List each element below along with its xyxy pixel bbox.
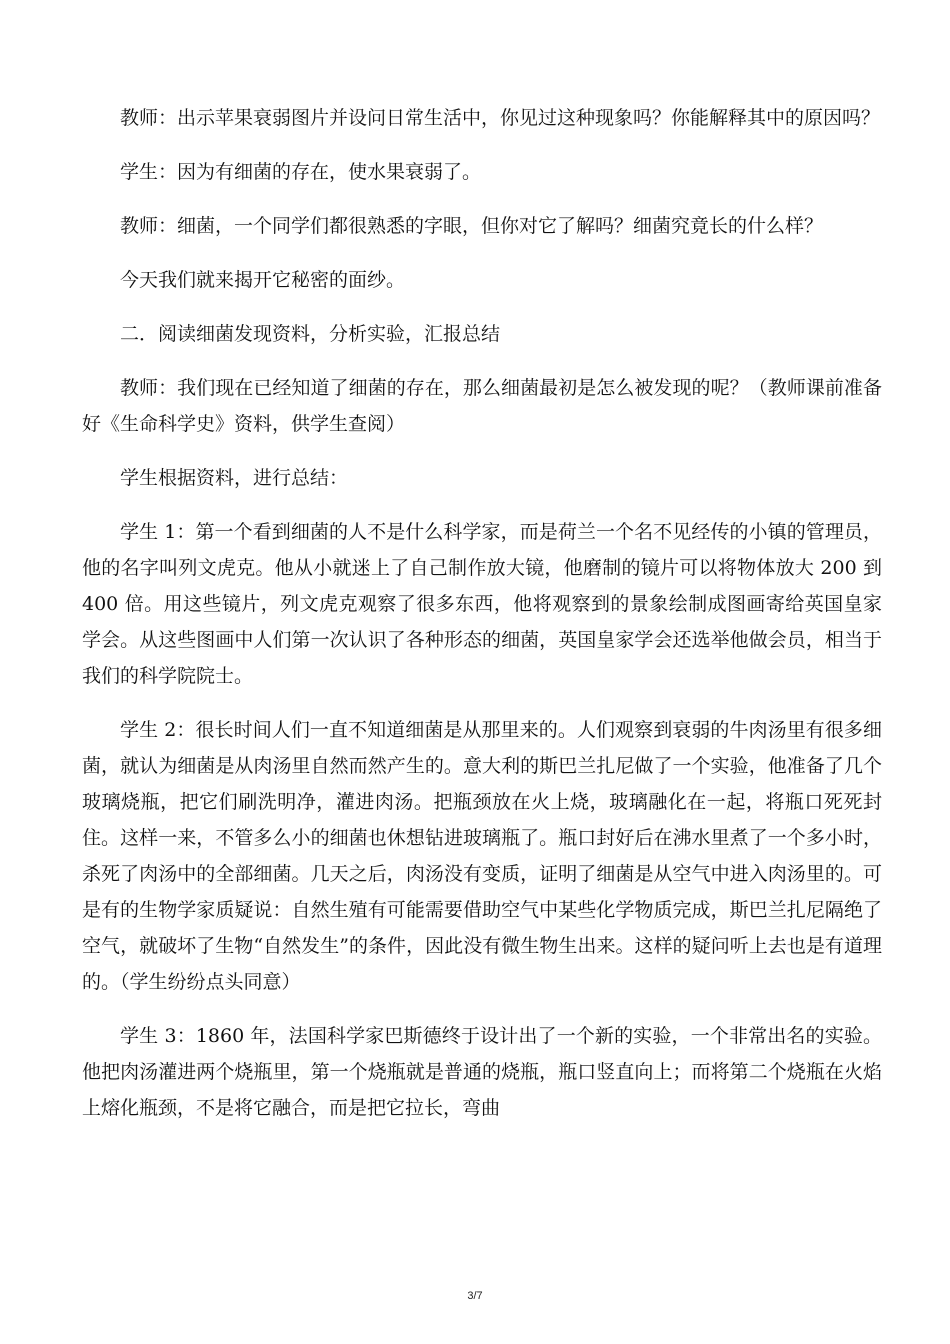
paragraph-teacher-question-apple: 教师：出示苹果衰弱图片并设问日常生活中，你见过这种现象吗？你能解释其中的原因吗？ bbox=[120, 107, 881, 129]
document-body bbox=[82, 100, 882, 1142]
paragraph-student-answer: 学生：因为有细菌的存在，使水果衰弱了。 bbox=[120, 161, 482, 183]
paragraph-student-3: 学生 3：1860 年，法国科学家巴斯德终于设计出了一个新的实验，一个非常出名的实验。他把肉汤灌进两个烧瓶里，第一个烧瓶就是普通的烧瓶，瓶口竖直向上；而将第二个烧瓶在火焰上熔化瓶颈，不是将它融合，而是把它拉长，弯曲 bbox=[82, 1025, 882, 1119]
paragraph-student-summary-intro: 学生根据资料，进行总结： bbox=[120, 467, 349, 489]
paragraph-student-1: 学生 1：第一个看到细菌的人不是什么科学家，而是荷兰一个名不见经传的小镇的管理员，他的名字叫列文虎克。他从小就迷上了自己制作放大镜，他磨制的镜片可以将物体放大 200 到 400 倍。用这些镜片，列文虎克观察了很多东西，他将观察到的景象绘制成图画寄给英国皇家学会。从这些图画中人们第一次认识了各种形态的细菌，英国皇家学会还选举他做会员，相当于我们的科学院院士。 bbox=[82, 521, 882, 687]
paragraph-today-topic: 今天我们就来揭开它秘密的面纱。 bbox=[120, 269, 406, 291]
section-heading-reading: 二．阅读细菌发现资料，分析实验，汇报总结 bbox=[120, 323, 501, 345]
paragraph-teacher-discovery-question: 教师：我们现在已经知道了细菌的存在，那么细菌最初是怎么被发现的呢？（教师课前准备好《生命科学史》资料，供学生查阅） bbox=[82, 377, 882, 435]
paragraph-student-2: 学生 2：很长时间人们一直不知道细菌是从那里来的。人们观察到衰弱的牛肉汤里有很多细菌，就认为细菌是从肉汤里自然而然产生的。意大利的斯巴兰扎尼做了一个实验，他准备了几个玻璃烧瓶，把它们刷洗明净，灌进肉汤。把瓶颈放在火上烧，玻璃融化在一起，将瓶口死死封住。这样一来，不管多么小的细菌也休想钻进玻璃瓶了。瓶口封好后在沸水里煮了一个多小时，杀死了肉汤中的全部细菌。几天之后，肉汤没有变质，证明了细菌是从空气中进入肉汤里的。可是有的生物学家质疑说：自然生殖有可能需要借助空气中某些化学物质完成，斯巴兰扎尼隔绝了空气，就破坏了生物“自然发生”的条件，因此没有微生物生出来。这样的疑问听上去也是有道理的。（学生纷纷点头同意） bbox=[82, 719, 882, 993]
paragraph-teacher-bacteria-question: 教师：细菌，一个同学们都很熟悉的字眼，但你对它了解吗？细菌究竟长的什么样？ bbox=[120, 215, 824, 237]
page-number: 3/7 bbox=[467, 1290, 483, 1302]
